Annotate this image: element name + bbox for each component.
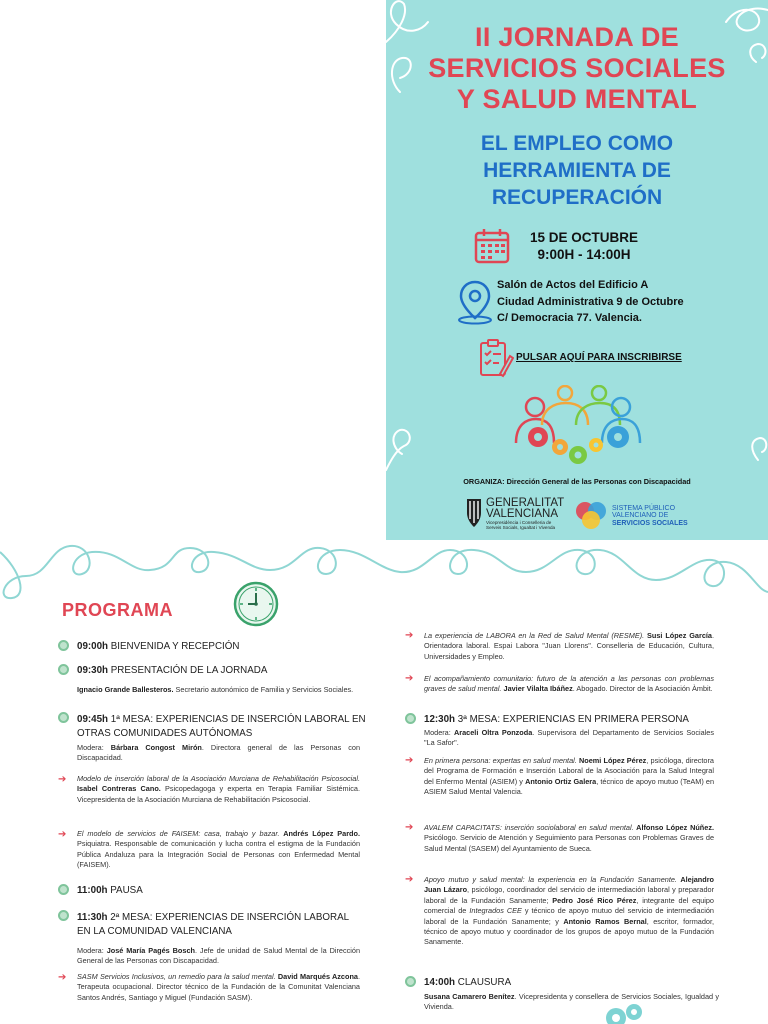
gva-name-line-2: VALENCIANA — [486, 508, 559, 520]
venue-line-3: C/ Democracia 77. Valencia. — [497, 312, 642, 324]
talk-title: SASM Servicios Inclusivos, un remedio para la salud mental. — [77, 972, 276, 981]
cover-panel — [386, 0, 768, 540]
blank-panel — [0, 0, 386, 540]
sps-line-2: VALENCIANO DE — [612, 512, 669, 520]
talk-speaker-3-role: , escritor, formador, técnico de apoyo mutuo y coordinador de los grupos de apoyo mutuo de la Fundación Sanamente. — [424, 916, 715, 947]
sistema-publico-text — [612, 505, 688, 527]
arrow-icon: ➔ — [405, 673, 414, 684]
talk-org-italic: Integrados CEE — [469, 906, 522, 916]
item-time: 11:30h — [77, 912, 108, 923]
timeline-bullet — [58, 910, 69, 921]
modera-name: Bárbara Congost Mirón — [110, 743, 202, 752]
programa-item-clausura — [424, 977, 511, 988]
arrow-icon: ➔ — [405, 630, 414, 641]
mesa2-talk-3 — [424, 674, 714, 695]
talk-title: Apoyo mutuo y salud mental: la experiencia en la Fundación Sanamente. — [424, 875, 677, 884]
arrow-icon: ➔ — [405, 822, 414, 833]
programa-item-mesa1 — [77, 713, 366, 741]
mesa3-modera — [424, 728, 714, 749]
talk-speaker-role: . Terapeuta ocupacional. Director técnico de la Fundación de la Comunitat Valenciana Santos Andrés, Santiago y Miguel (Fundación SASM). — [77, 972, 360, 1002]
register-link[interactable]: PULSAR AQUÍ PARA INSCRIBIRSE — [516, 352, 682, 363]
talk-speaker: Alejandro Juan Lázaro — [424, 875, 714, 895]
item-label: 1ª MESA: EXPERIENCIAS DE INSERCIÓN LABORAL EN — [108, 714, 366, 725]
programa-item-pausa — [77, 885, 143, 896]
speaker-role: Secretario autonómico de Familia y Servicios Sociales. — [173, 685, 354, 694]
timeline-bullet — [58, 884, 69, 895]
speaker-name: Ignacio Grande Ballesteros. — [77, 685, 174, 694]
talk-speaker-role: , psicóloga, directora del Programa de Formación e Inserción Laboral de la Asociación para la Salud Integral del Enfermo Mental (ASIEM) y — [424, 756, 714, 786]
subtitle-line-2: HERRAMIENTA DE — [483, 159, 671, 182]
calendar-icon — [474, 227, 512, 265]
arrow-icon: ➔ — [405, 874, 414, 885]
people-gears-illustration — [508, 385, 648, 467]
talk-speaker-role: Psicopedagoga y experta en Terapia Familiar Sistémica. Vicepresidenta de la Asociación Murciana de Rehabilitación Psicosocial. — [77, 784, 360, 804]
item-time: 09:45h — [77, 714, 109, 725]
talk-title: En primera persona: expertas en salud mental. — [424, 756, 577, 765]
talk-speaker-2: Antonio Ortiz Galera — [525, 776, 597, 786]
talk-speaker-2-role-cont: y técnico de apoyo mutuo del servicio de intermediación laboral de la Fundación Sanamente; y — [424, 906, 714, 926]
programa-item-presentacion — [77, 665, 267, 676]
item-time: 09:00h — [77, 641, 109, 652]
talk-title: El acompañamiento comunitario: futuro de la atención a las personas con problemas graves de salud mental. — [424, 674, 714, 694]
item-label: 3ª MESA: EXPERIENCIAS EN PRIMERA PERSONA — [455, 714, 689, 725]
generalitat-logo-text — [486, 498, 564, 520]
title-line-1: II JORNADA DE — [475, 22, 679, 52]
modera-label: Modera: — [77, 743, 111, 752]
talk-speaker: Noemi López Pérez — [576, 756, 647, 765]
talk-speaker-role: . Orientadora laboral. Espai Labora "Juan Llorens". Conselleria de Educación, Cultura, Universidades y Empleo. — [424, 631, 715, 661]
talk-speaker-2-role: , integrante del equipo comercial de — [424, 895, 714, 916]
sistema-publico-logo — [574, 500, 608, 530]
venue-block — [497, 277, 684, 327]
item-label: PRESENTACIÓN DE LA JORNADA — [108, 665, 268, 676]
event-subtitle — [386, 130, 768, 211]
presentacion-speaker — [77, 685, 357, 695]
talk-speaker-role: , psicólogo, coordinador del servicio de intermediación laboral y preparador laboral de la Fundación Sanamente; — [424, 885, 714, 905]
arrow-icon: ➔ — [58, 972, 67, 983]
talk-speaker-role: . Abogado. Director de la Asociación Àmbit. — [572, 684, 713, 694]
talk-speaker-2: Pedro José Rico Pérez — [548, 895, 637, 905]
item-label: PAUSA — [107, 885, 143, 896]
sps-line-1: SISTEMA PÚBLICO — [612, 505, 676, 512]
date-block — [529, 229, 639, 263]
mesa3-talk-1 — [424, 756, 714, 798]
modera-label: Modera: — [77, 946, 107, 955]
mesa2-talk-1 — [77, 972, 360, 1003]
modera-role: . Supervisora del Departamento de Servicios Sociales "La Safor". — [424, 728, 714, 748]
modera-name: Araceli Oltra Ponzoda — [454, 728, 533, 737]
talk-speaker: Alfonso López Núñez. — [633, 823, 714, 832]
gva-name-line-1: GENERALITAT — [486, 497, 565, 509]
item-time: 09:30h — [77, 665, 109, 676]
mesa3-talk-2 — [424, 823, 714, 854]
talk-speaker: Isabel Contreras Cano. — [77, 784, 161, 794]
subtitle-line-1: EL EMPLEO COMO — [480, 132, 674, 155]
talk-title: El modelo de servicios de FAISEM: casa, trabajo y bazar. — [77, 829, 280, 838]
item-time: 14:00h — [424, 977, 456, 988]
talk-speaker-2-role: , técnico de apoyo mutuo (TeAM) en ASIEM Salud Mental Valencia. — [424, 776, 715, 797]
item-time: 12:30h — [424, 714, 456, 725]
item-label: CLAUSURA — [455, 977, 512, 988]
talk-speaker-role: Psicólogo. Servicio de Atención y Seguimiento para Personas con Problemas Graves de Salud Mental (SASEM) del Ayuntamiento de Sueca. — [424, 833, 714, 853]
mesa1-talk-2 — [77, 829, 360, 871]
timeline-bullet — [58, 664, 69, 675]
talk-speaker: Javier Vilalta Ibáñez — [501, 684, 573, 694]
organizer-text: ORGANIZA: Dirección General de las Personas con Discapacidad — [463, 477, 691, 486]
programa-title: PROGRAMA — [62, 600, 173, 620]
mesa2-modera — [77, 946, 360, 967]
venue-line-1: Salón de Actos del Edificio A — [497, 279, 649, 291]
form-clipboard-icon — [478, 338, 514, 380]
sps-line-3-bold: SERVICIOS SOCIALES — [612, 519, 688, 527]
programa-panel — [0, 540, 768, 1024]
talk-speaker-3: Antonio Ramos Bernal — [563, 916, 647, 926]
timeline-bullet — [405, 976, 416, 987]
modera-label: Modera: — [424, 728, 455, 737]
arrow-icon: ➔ — [58, 774, 67, 785]
talk-title: AVALEM CAPACITATS: inserción sociolaboral en salud mental. — [424, 823, 634, 832]
event-date: 15 DE OCTUBRE — [529, 230, 639, 245]
title-line-3: Y SALUD MENTAL — [456, 84, 698, 114]
mesa1-modera — [77, 743, 360, 764]
talk-title: La experiencia de LABORA en la Red de Salud Mental (RESME). — [424, 631, 645, 640]
talk-speaker: David Marqués Azcona — [275, 972, 358, 981]
generalitat-subtitle: Vicepresidència i Conselleria de Serveis Socials, Igualtat i Vivenda — [486, 520, 556, 530]
timeline-bullet — [58, 640, 69, 651]
generalitat-crest-logo — [464, 497, 484, 531]
gears-decoration-icon — [602, 1000, 646, 1024]
item-label-2: EN LA COMUNIDAD VALENCIANA — [77, 926, 232, 937]
talk-title: Modelo de inserción laboral de la Asociación Murciana de Rehabilitación Psicosocial. — [77, 774, 360, 783]
programa-item-mesa2 — [77, 911, 349, 939]
modera-name: José María Pagés Bosch — [106, 946, 195, 955]
sps-line-3 — [612, 520, 688, 527]
event-title — [386, 22, 768, 115]
talk-speaker: Andrés López Pardo. — [279, 829, 360, 838]
arrow-icon: ➔ — [58, 829, 67, 840]
timeline-bullet — [405, 713, 416, 724]
timeline-bullet — [58, 712, 69, 723]
item-label-2: OTRAS COMUNIDADES AUTÓNOMAS — [77, 728, 253, 739]
title-line-2: SERVICIOS SOCIALES — [428, 53, 726, 83]
item-label: 2ª MESA: EXPERIENCIAS DE INSERCIÓN LABORAL — [107, 912, 350, 923]
modera-role: . Jefe de unidad de Salud Mental de la Dirección General de las Personas con Discapacidad. — [77, 946, 361, 966]
venue-line-2: Ciudad Administrativa 9 de Octubre — [497, 295, 684, 308]
mesa1-talk-1 — [77, 774, 360, 805]
clausura-speaker — [424, 992, 719, 1013]
talk-speaker: Susi López García — [644, 631, 712, 640]
arrow-icon: ➔ — [405, 755, 414, 766]
talk-speaker-role: Psiquiatra. Responsable de comunicación y lucha contra el estigma de la Fundación Pública Andaluza para la Integración Social de Personas con Enfermedad Mental (FAISEM). — [77, 839, 360, 870]
subtitle-line-3: RECUPERACIÓN — [491, 186, 663, 209]
item-label: BIENVENIDA Y RECEPCIÓN — [108, 641, 240, 652]
clock-icon — [232, 580, 280, 628]
item-time: 11:00h — [77, 885, 108, 896]
mesa3-talk-3 — [424, 875, 714, 948]
speaker-role: . Vicepresidenta y consellera de Servicios Sociales, Igualdad y Vivienda. — [424, 992, 720, 1012]
location-pin-icon — [456, 279, 494, 325]
event-time: 9:00H - 14:00H — [537, 247, 631, 262]
mesa2-talk-2 — [424, 631, 714, 662]
programa-item-mesa3 — [424, 714, 689, 725]
modera-role: . Directora general de las Personas con Discapacidad. — [77, 743, 361, 763]
speaker-name: Susana Camarero Benítez — [424, 992, 515, 1001]
programa-item-bienvenida — [77, 641, 239, 652]
